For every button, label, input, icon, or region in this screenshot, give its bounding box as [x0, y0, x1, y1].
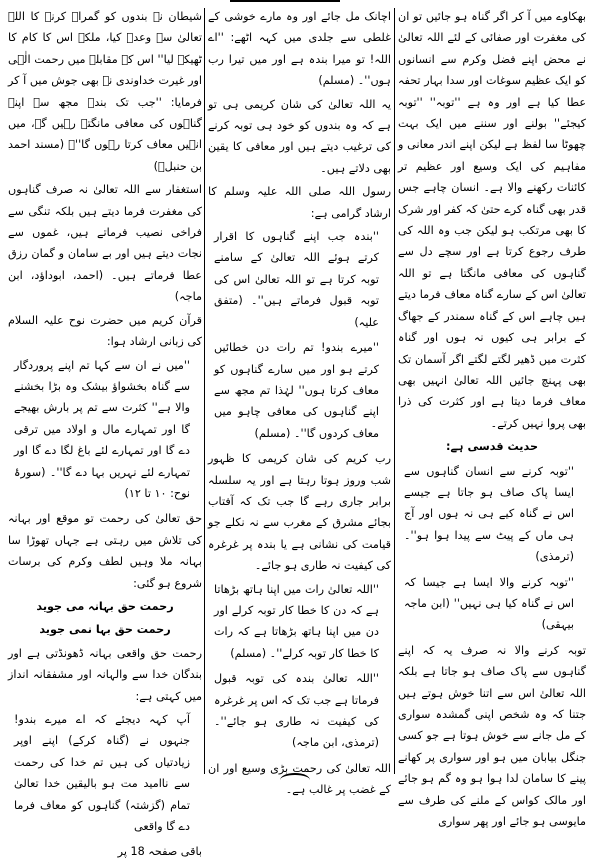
paragraph: استغفار سے اللہ تعالیٰ نہ صرف گناہوں کی مغفرت فرما دیتے ہیں بلکہ تنگی سے فراخی نصیب فرماتے ہیں، غموں سے نجات دیتے ہیں اور بے سامان و گمان رزق عطا فرماتے ہیں۔ (احمد، ابوداؤد، ابن ماجہ) [8, 183, 202, 304]
continued-note: باقی صفحہ 18 پر [117, 845, 202, 859]
hadith-quote: ''بندہ جب اپنے گناہوں کا اقرار کرتے ہوئے اللہ تعالیٰ کے سامنے توبہ کرتا ہے تو اللہ تعالیٰ اس کی توبہ قبول فرماتے ہیں''۔ (متفق علیہ) [214, 230, 379, 329]
paragraph: اللہ تعالیٰ کی رحمت بڑی وسیع اور ان کے غضب پر غالب ہے۔ [208, 761, 391, 797]
paragraph: توبہ کرنے والا نہ صرف یہ کہ اپنے گناہوں سے پاک صاف ہو جاتا ہے بلکہ اللہ تعالیٰ اس سے اتنا خوش ہوتے ہیں جتنا کہ وہ شخص اپنی گمشدہ سواری کے مل جانے سے خوش ہوتا ہے جو کسی جنگل بیابان میں ہو اور سواری پر کھانے پینے کا سامان لدا ہوا ہو وہ گم ہو جائے اور مالک کواس کے ملنے کی طرف سے مایوسی ہو جائے اور پھر سواری [398, 643, 586, 829]
column-middle [208, 6, 391, 797]
paragraph: یہ اللہ تعالیٰ کی شان کریمی ہی تو ہے کہ وہ بندوں کو خود ہی توبہ کرنے کی ترغیب دیتے ہیں اور معافی کا یقین بھی دلاتے ہیں۔ [208, 97, 391, 175]
poem-line: رحمت حق بہا نمی جوید [39, 623, 171, 637]
hadith-quote: ''توبہ کرنے سے انسان گناہوں سے ایسا پاک صاف ہو جاتا ہے جیسے اس نے گناہ کیے ہی نہ ہوں اور آج ہی ماں کے پیٹ سے پیدا ہوا ہو''۔ (ترمذی) [404, 464, 574, 564]
paragraph: اچانک مل جائے اور وہ مارے خوشی کے غلطی سے جلدی میں کہہ اٹھے: ''اے اللہ! تو میرا بندہ ہے اور میں تیرا رب ہوں''۔ (مسلم) [208, 10, 391, 88]
paragraph: رحمت حق واقعی بہانہ ڈھونڈتی ہے اور بندگان خدا سے والہانہ اور مشفقانہ انداز میں کہتی ہے: [8, 646, 202, 703]
paragraph: شیطان نے بندوں کو گمراہ کرنے کا اللہ تعالیٰ سے وعدہ کیا، ملکہ اس کا کام کا ٹھیکہ لیا'' اس کے مقابلے میں رحمت الٰہی اور غیرت خداوندی نے بھی جوش میں آ کر فرمایا: ''جب تک بندے مجھ سے اپنے گناہوں کی معافی مانگتے رہیں گے، میں انہیں معاف کرتا رہوں گا''۔ (مسند احمد بن حنبلؒ) [8, 10, 202, 173]
paragraph: قرآن کریم میں حضرت نوح علیہ السلام کی زبانی ارشاد ہوا: [8, 313, 202, 349]
paragraph: رب کریم کی شان کریمی کا ظہور شب وروز ہوتا رہتا ہے اور یہ سلسلہ برابر جاری رہے گا جب تک کہ آفتاب بجائے مشرق کے مغرب سے نہ نکلے جو قیامت کی نشانی ہے یا بندہ پر غرغرہ کی کیفیت نہ طاری ہو جائے۔ [208, 452, 391, 573]
poem-line: رحمت حق بہانہ می جوید [36, 599, 174, 613]
paragraph: بھکاوے میں آ کر اگر گناہ ہو جائیں تو ان کی مغفرت اور صفائی کے لئے اللہ تعالیٰ نے محض اپنے فضل وکرم سے انسانوں کو ایک عظیم سوغات اور سدا بہار تحفہ عطا کیا ہے اور وہ ہے ''توبہ'' ''توبہ کیجئے'' بولنے اور سننے میں ایک بہت چھوٹا سا لفظ ہے لیکن اپنے اندر معانی و مفاہیم کی ایک وسیع اور عظیم تر کائنات رکھنے والا ہے۔ انسان چاہے جس قدر بھی گناہ کرے حتیٰ کہ کفر اور شرک کا بھی مرتکب ہو لیکن جب وہ اللہ کی طرف رجوع کرتا ہے اور سچے دل سے گناہوں کی معافی مانگتا ہے تو اللہ تعالیٰ اس کے سارے گناہ معاف فرما دیتے ہیں چاہے اس کے گناہ سمندر کے جھاگ کے برابر ہی کیوں نہ ہوں اور گناہ کثرت میں ڈھیر لگتے لگتے اگر آسمان تک بھی پہنچ جائیں اللہ تعالیٰ انہیں بھی معاف فرما دیتا ہے اور کثرت کی ذرا بھی پروا نہیں کرتے۔ [398, 10, 586, 430]
hadith-quote: ''میرے بندو! تم رات دن خطائیں کرتے ہو اور میں سارے گناہوں کو معاف کرتا ہوں'' لہٰذا تم مجھ سے اپنے گناہوں کی معافی چاہو میں معاف کردوں گا''۔ (مسلم) [214, 341, 379, 440]
column-right [398, 6, 586, 829]
quran-quote: ''میں نے ان سے کہا تم اپنے پروردگار سے گناہ بخشواؤ بیشک وہ بڑا بخشنے والا ہے'' کثرت سے تم پر بارش بھیجے گا اور تمہارے مال و اولاد میں ترقی دے گا اور تمہارے لئے باغ لگا دے گا اور تمہارے لئے نہریں بہا دے گا''۔ (سورۂ نوح: ۱۰ تا ۱۲) [14, 358, 190, 500]
column-divider [204, 8, 205, 774]
hadith-quote: ''توبہ کرنے والا ایسا ہے جیسا کہ اس نے گناہ کیا ہی نہیں'' (ابن ماجہ بیہقی) [404, 575, 574, 632]
column-divider [394, 8, 395, 774]
column-left [8, 6, 202, 859]
hadith-quote: ''اللہ تعالیٰ رات میں اپنا ہاتھ بڑھاتا ہے کہ دن کا خطا کار توبہ کرلے اور دن میں اپنا ہاتھ بڑھاتا ہے کہ رات کا خطا کار توبہ کرلے''۔ (مسلم) [214, 582, 379, 660]
page-footer-ornament [280, 773, 310, 787]
quran-quote: آپ کہہ دیجئے کہ اے میرے بندو! جنہوں نے (گناہ کرکے) اپنے اوپر زیادتیاں کی ہیں تم خدا کی رحمت سے ناامید مت ہو بالیقین خدا تعالیٰ تمام (گزشتہ) گناہوں کو معاف فرما دے گا واقعی [14, 713, 190, 834]
paragraph: رسول اللہ صلی اللہ علیہ وسلم کا ارشاد گرامی ہے: [208, 185, 391, 220]
hadith-quote: ''اللہ تعالیٰ بندہ کی توبہ قبول فرماتا ہے جب تک کہ اس پر غرغرہ کی کیفیت نہ طاری ہو جائے''۔ (ترمذی، ابن ماجہ) [213, 672, 379, 750]
section-heading: حدیث قدسی ہے: [445, 440, 539, 454]
paragraph: حق تعالیٰ کی رحمت تو موقع اور بہانہ کی تلاش میں رہتی ہے جہاں تھوڑا سا بہانہ ملا وہیں لطف وکرم کی برسات شروع ہو گئی: [8, 512, 202, 590]
